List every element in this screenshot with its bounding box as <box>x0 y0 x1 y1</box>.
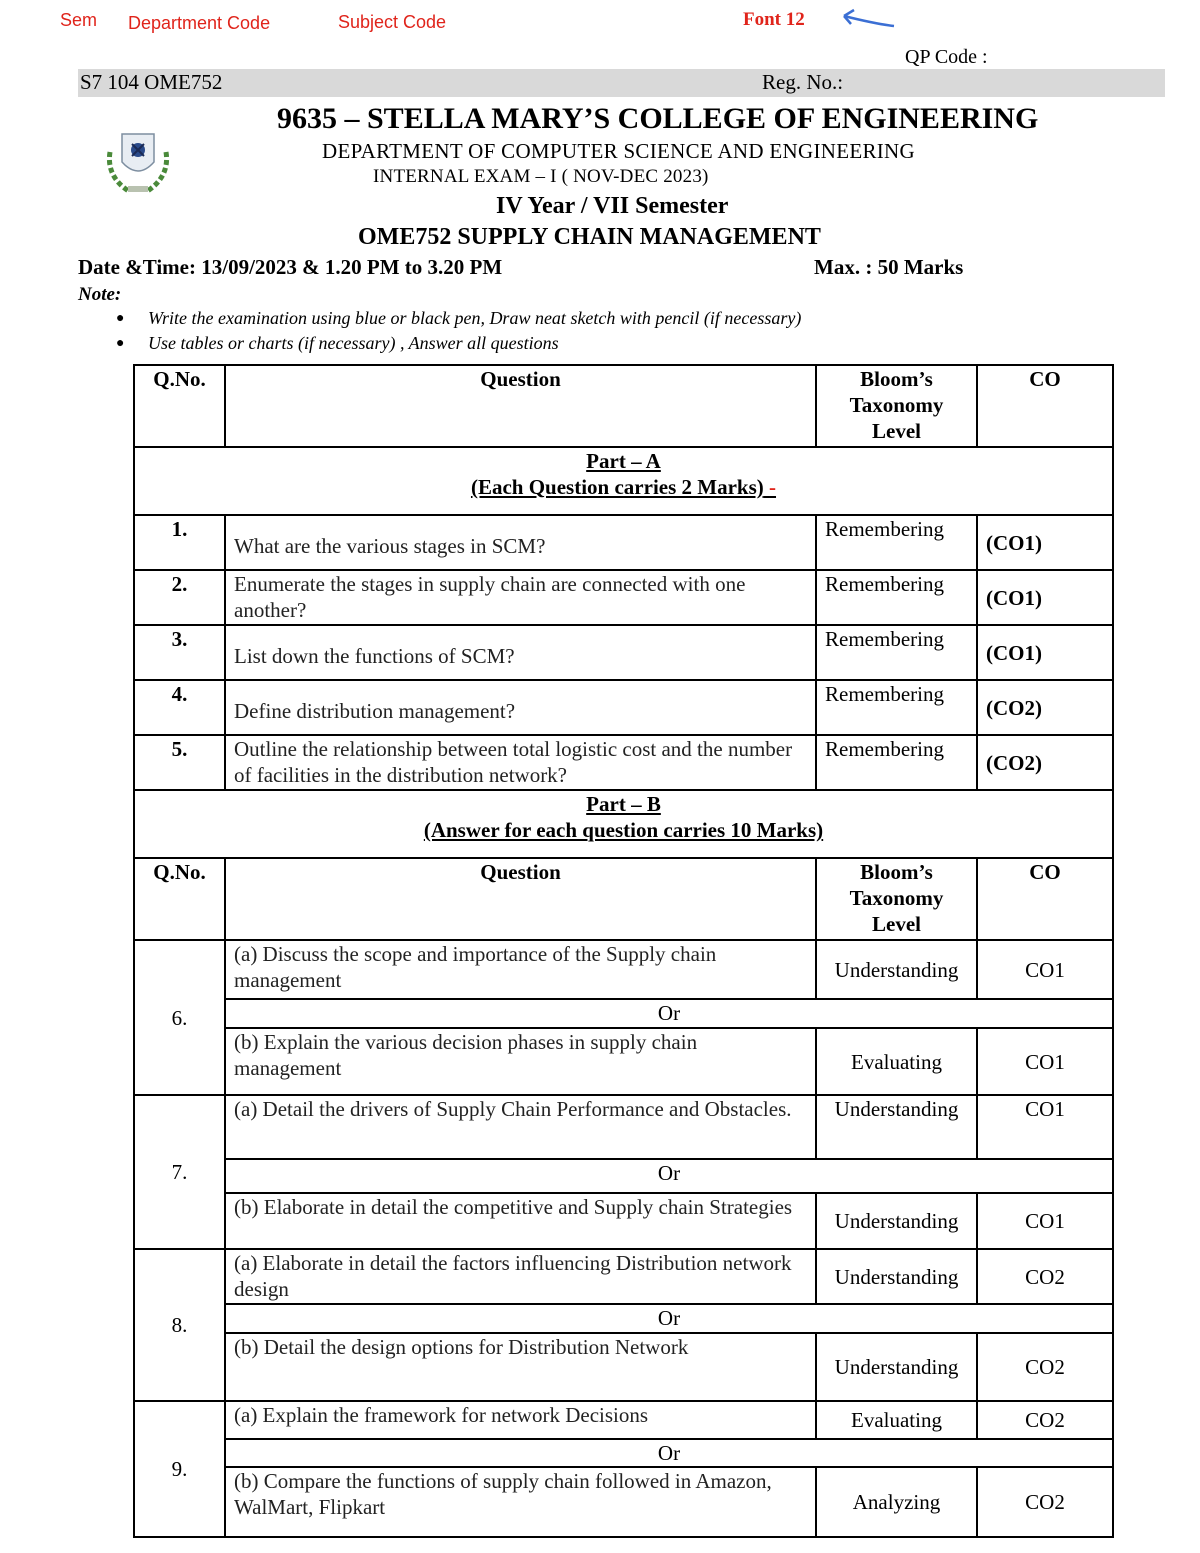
department-title: DEPARTMENT OF COMPUTER SCIENCE AND ENGINEERING <box>322 139 915 163</box>
question-number: 9. <box>134 1401 225 1537</box>
max-marks: Max. : 50 Marks <box>814 255 964 279</box>
question-text: Outline the relationship between total logistic cost and the number of facilities in the distribution network? <box>225 735 816 790</box>
co-value: CO2 <box>977 1333 1113 1401</box>
co-value: (CO1) <box>977 570 1113 625</box>
co-value: (CO1) <box>977 625 1113 680</box>
question-number: 8. <box>134 1249 225 1401</box>
co-value: CO2 <box>977 1401 1113 1439</box>
header-bloom <box>816 858 977 940</box>
table-row <box>134 570 1113 625</box>
table-row <box>134 1467 1113 1537</box>
co-value: CO1 <box>977 1193 1113 1249</box>
question-text: (a) Elaborate in detail the factors influencing Distribution network design <box>225 1249 816 1304</box>
question-text: Define distribution management? <box>225 680 816 735</box>
bloom-level: Remembering <box>816 515 977 570</box>
bloom-level: Understanding <box>816 1333 977 1401</box>
question-number: 3. <box>134 625 225 680</box>
table-row <box>134 940 1113 999</box>
annotation-subject-code: Subject Code <box>338 12 447 32</box>
header-bloom-line: Level <box>872 419 921 443</box>
question-text: What are the various stages in SCM? <box>225 515 816 570</box>
bloom-level: Understanding <box>816 1249 977 1304</box>
question-text: List down the functions of SCM? <box>225 625 816 680</box>
header-co: CO <box>977 858 1113 940</box>
question-number: 2. <box>134 570 225 625</box>
table-row <box>134 1095 1113 1159</box>
question-text: (b) Explain the various decision phases in supply chain management <box>225 1028 816 1095</box>
header-co: CO <box>977 365 1113 447</box>
or-row <box>134 1159 1113 1193</box>
co-value: (CO2) <box>977 735 1113 790</box>
question-number: 1. <box>134 515 225 570</box>
annotation-font-note: Font 12 <box>743 9 805 30</box>
part-b-heading-row <box>134 790 1113 858</box>
college-logo-icon <box>100 122 176 198</box>
part-a-heading-row <box>134 447 1113 515</box>
header-qno: Q.No. <box>134 365 225 447</box>
table-row <box>134 1028 1113 1095</box>
annotation-sem: Sem <box>60 10 98 30</box>
note-item: Use tables or charts (if necessary) , Answer all questions <box>148 333 559 353</box>
reg-no-label: Reg. No.: <box>762 70 844 94</box>
bullet-icon: ● <box>116 311 125 326</box>
header-bloom-line: Bloom’s <box>860 367 933 391</box>
question-text: (b) Compare the functions of supply chain followed in Amazon, WalMart, Flipkart <box>225 1467 816 1537</box>
question-number: 4. <box>134 680 225 735</box>
question-number: 6. <box>134 940 225 1095</box>
or-row <box>134 1439 1113 1467</box>
question-table <box>133 364 1114 1538</box>
header-bloom-line: Taxonomy <box>849 886 944 910</box>
co-value: CO1 <box>977 1095 1113 1159</box>
co-value: CO1 <box>977 1028 1113 1095</box>
or-label: Or <box>225 999 1113 1028</box>
college-title: 9635 – STELLA MARY’S COLLEGE OF ENGINEERING <box>277 102 1039 135</box>
co-value: CO2 <box>977 1249 1113 1304</box>
header-bloom-line: Bloom’s <box>860 860 933 884</box>
question-text: (a) Explain the framework for network Decisions <box>225 1401 816 1439</box>
subject-title: OME752 SUPPLY CHAIN MANAGEMENT <box>358 224 821 250</box>
question-text: (a) Detail the drivers of Supply Chain Performance and Obstacles. <box>225 1095 816 1159</box>
co-value: (CO2) <box>977 680 1113 735</box>
note-label: Note: <box>78 284 122 305</box>
header-qno: Q.No. <box>134 858 225 940</box>
date-time: Date &Time: 13/09/2023 & 1.20 PM to 3.20 PM <box>78 255 503 279</box>
table-header-row <box>134 365 1113 447</box>
table-row <box>134 1249 1113 1304</box>
table-row <box>134 1401 1113 1439</box>
question-text: Enumerate the stages in supply chain are connected with one another? <box>225 570 816 625</box>
bloom-level: Evaluating <box>816 1028 977 1095</box>
co-value: CO2 <box>977 1467 1113 1537</box>
arrow-left-icon <box>836 6 898 32</box>
question-text: (b) Elaborate in detail the competitive and Supply chain Strategies <box>225 1193 816 1249</box>
table-row <box>134 515 1113 570</box>
exam-title: INTERNAL EXAM – I ( NOV-DEC 2023) <box>373 166 709 187</box>
bloom-level: Remembering <box>816 680 977 735</box>
bloom-level: Remembering <box>816 570 977 625</box>
part-a-subtitle <box>143 474 1104 500</box>
year-semester: IV Year / VII Semester <box>496 193 729 219</box>
header-question: Question <box>225 858 816 940</box>
header-bloom <box>816 365 977 447</box>
bloom-level: Remembering <box>816 625 977 680</box>
bullet-icon: ● <box>116 336 125 351</box>
bloom-level: Understanding <box>816 1095 977 1159</box>
header-question: Question <box>225 365 816 447</box>
bloom-level: Analyzing <box>816 1467 977 1537</box>
part-a-heading <box>134 447 1113 515</box>
or-row <box>134 1304 1113 1333</box>
header-bloom-line: Level <box>872 912 921 936</box>
question-number: 5. <box>134 735 225 790</box>
table-row <box>134 1193 1113 1249</box>
header-bloom-line: Taxonomy <box>849 393 944 417</box>
table-row <box>134 625 1113 680</box>
bloom-level: Remembering <box>816 735 977 790</box>
or-label: Or <box>225 1304 1113 1333</box>
part-a-dash: - <box>769 475 777 499</box>
or-label: Or <box>225 1159 1113 1193</box>
annotation-department-code: Department Code <box>128 13 271 33</box>
bloom-level: Understanding <box>816 940 977 999</box>
part-b-heading <box>134 790 1113 858</box>
question-text: (a) Discuss the scope and importance of the Supply chain management <box>225 940 816 999</box>
qp-code-label: QP Code : <box>905 46 988 68</box>
table-row <box>134 735 1113 790</box>
question-text: (b) Detail the design options for Distribution Network <box>225 1333 816 1401</box>
table-row <box>134 680 1113 735</box>
part-a-subtitle-text: (Each Question carries 2 Marks) <box>470 475 764 499</box>
part-b-title: Part – B <box>586 792 661 816</box>
course-code-line: S7 104 OME752 <box>80 70 223 94</box>
co-value: CO1 <box>977 940 1113 999</box>
table-header-row <box>134 858 1113 940</box>
bloom-level: Evaluating <box>816 1401 977 1439</box>
part-b-subtitle: (Answer for each question carries 10 Marks) <box>423 818 824 842</box>
or-label: Or <box>225 1439 1113 1467</box>
co-value: (CO1) <box>977 515 1113 570</box>
question-number: 7. <box>134 1095 225 1249</box>
bloom-level: Understanding <box>816 1193 977 1249</box>
part-a-title: Part – A <box>586 449 661 473</box>
or-row <box>134 999 1113 1028</box>
header-bar <box>78 69 1165 97</box>
table-row <box>134 1333 1113 1401</box>
note-item: Write the examination using blue or black pen, Draw neat sketch with pencil (if necessary) <box>148 308 802 328</box>
